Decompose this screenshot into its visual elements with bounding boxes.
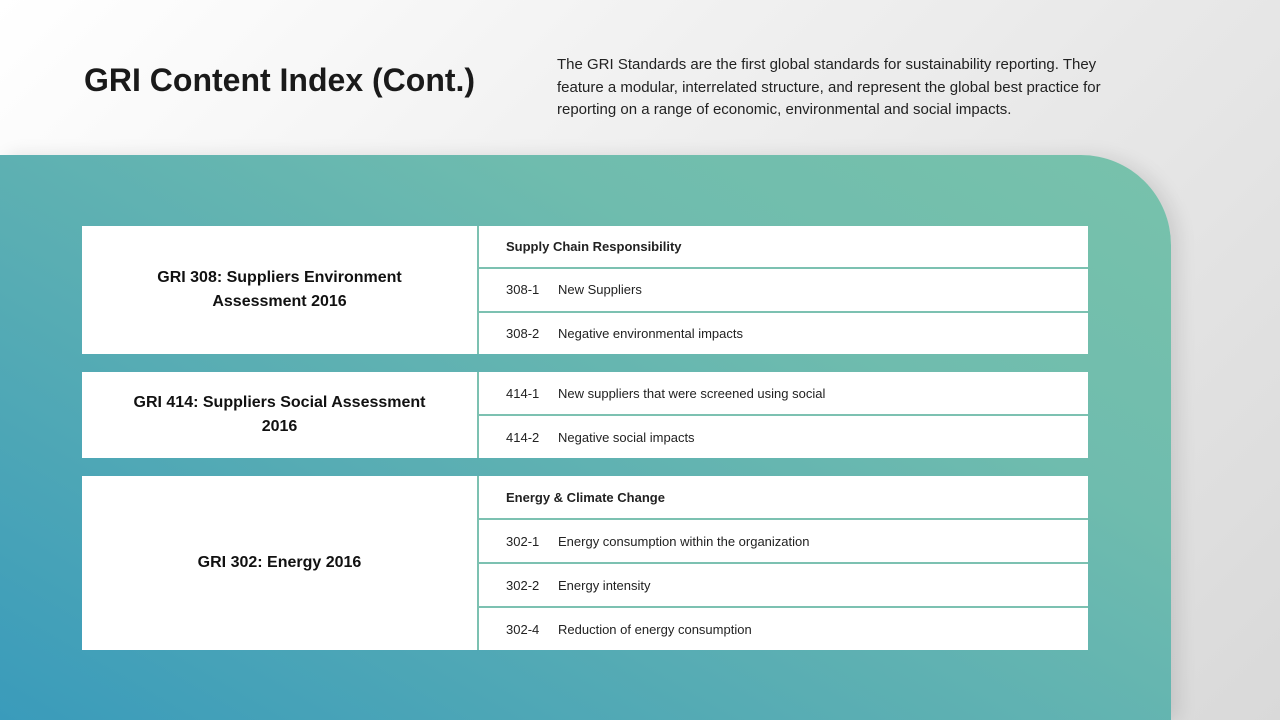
table-row [479,608,1088,650]
item-code: 414-2 [506,429,540,445]
item-label: Negative social impacts [558,429,695,445]
block-rows [479,226,1088,354]
item-label: Energy intensity [558,577,651,593]
block-rows [479,372,1088,458]
table-row [479,372,1088,416]
page-title: GRI Content Index (Cont.) [84,62,476,98]
gri-414-block [82,372,1088,458]
item-label: New suppliers that were screened using social [558,385,826,401]
block-rows [479,476,1088,650]
table-row [479,269,1088,312]
block-title: GRI 308: Suppliers Environment Assessment 2016 [82,226,479,354]
block-title: GRI 414: Suppliers Social Assessment 2016 [82,372,479,458]
item-code: 302-2 [506,577,540,593]
table-row [479,416,1088,458]
item-code: 414-1 [506,385,540,401]
table-row [479,313,1088,354]
section-heading: Supply Chain Responsibility [479,226,1088,269]
item-code: 308-2 [506,325,540,341]
intro-paragraph: The GRI Standards are the first global standards for sustainability reporting. They feature a modular, interrelated structure, and represent the global best practice for reporting on a range of economic, environmental and social impacts. [557,56,1101,118]
item-code: 302-1 [506,533,540,549]
block-title: GRI 302: Energy 2016 [82,476,479,650]
table-row [479,564,1088,608]
item-label: Reduction of energy consumption [558,621,752,637]
table-row [479,520,1088,564]
item-label: Negative environmental impacts [558,325,743,341]
item-code: 302-4 [506,621,540,637]
section-heading: Energy & Climate Change [479,476,1088,520]
gri-308-block [82,226,1088,354]
gri-302-block [82,476,1088,650]
item-label: New Suppliers [558,282,642,298]
item-label: Energy consumption within the organization [558,533,810,549]
item-code: 308-1 [506,282,540,298]
